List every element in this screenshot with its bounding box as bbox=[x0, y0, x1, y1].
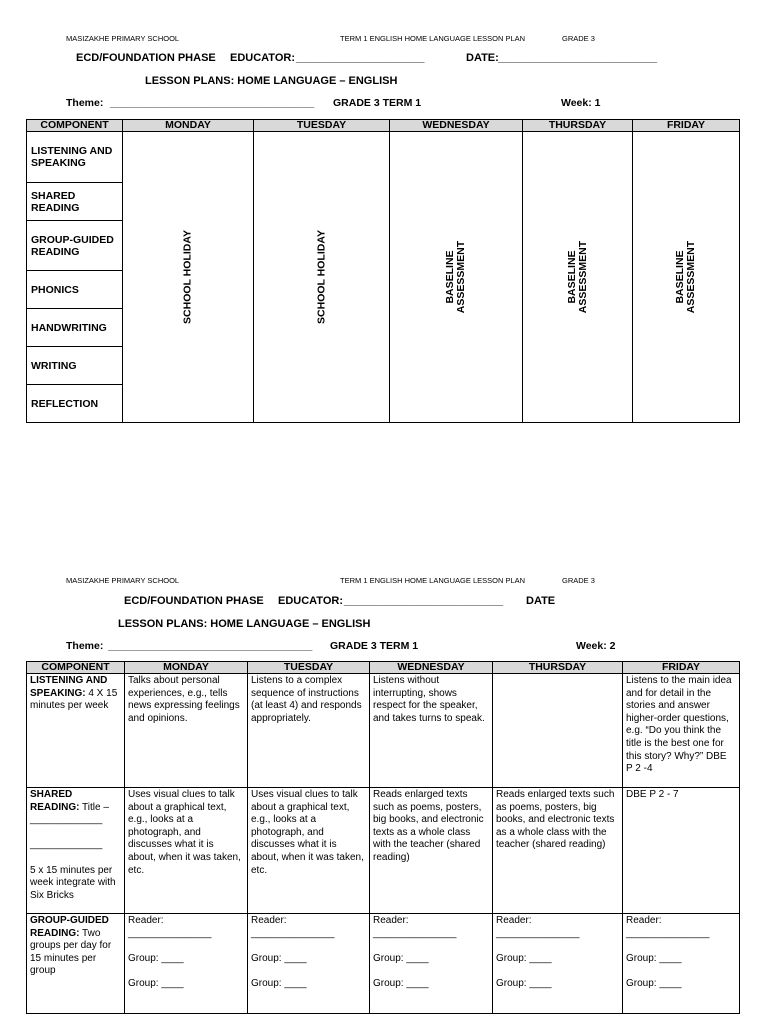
component-group-guided-2: GROUP-GUIDED READING: Two groups per day for 15 minutes per group bbox=[27, 914, 125, 1014]
header-friday-2: FRIDAY bbox=[623, 662, 740, 674]
tuesday-text: SCHOOL HOLIDAY bbox=[315, 230, 327, 324]
reader-field[interactable]: _______________ bbox=[128, 927, 212, 939]
header-tuesday-2: TUESDAY bbox=[248, 662, 370, 674]
thursday-text: BASELINE ASSESSMENT bbox=[565, 240, 589, 314]
lesson-table-week2 bbox=[26, 661, 740, 1014]
header-component: COMPONENT bbox=[27, 120, 123, 132]
wednesday-text: BASELINE ASSESSMENT bbox=[444, 240, 467, 314]
grade-term-2: GRADE 3 TERM 1 bbox=[330, 640, 419, 652]
ls-wednesday: Listens without interrupting, shows respect for the speaker, and takes turns to speak. bbox=[370, 674, 493, 788]
group-field[interactable]: Group: ____ bbox=[626, 953, 682, 965]
date-label-2: DATE bbox=[526, 595, 556, 607]
header-friday: FRIDAY bbox=[633, 120, 740, 132]
component-handwriting: HANDWRITING bbox=[27, 309, 123, 347]
component-phonics: PHONICS bbox=[27, 271, 123, 309]
educator-label: EDUCATOR: bbox=[230, 52, 295, 64]
component-reflection: REFLECTION bbox=[27, 385, 123, 423]
header-thursday-2: THURSDAY bbox=[493, 662, 623, 674]
sr-tuesday: Uses visual clues to talk about a graphical text, e.g., looks at a photograph, and discusses what it is about, when it was taken, etc. bbox=[248, 788, 370, 914]
monday-cell bbox=[123, 132, 254, 423]
educator-field-2[interactable]: __________________________ bbox=[344, 595, 504, 607]
sr-thursday: Reads enlarged texts such as poems, posters, big books, and electronic texts as a whole class with the teacher (shared reading) bbox=[493, 788, 623, 914]
group-field[interactable]: Group: ____ bbox=[251, 977, 307, 989]
group-field[interactable]: Group: ____ bbox=[373, 977, 429, 989]
reader-field[interactable]: _______________ bbox=[496, 927, 580, 939]
ggr-wednesday: Reader: _______________ Group: ____ Group: ____ bbox=[370, 914, 493, 1014]
component-listening: LISTENING AND SPEAKING bbox=[27, 132, 123, 183]
date-field[interactable]: __________________________ bbox=[498, 52, 658, 64]
thursday-cell bbox=[523, 132, 633, 423]
header-monday-2: MONDAY bbox=[125, 662, 248, 674]
plan-title: TERM 1 ENGLISH HOME LANGUAGE LESSON PLAN bbox=[340, 34, 526, 43]
ggr-monday: Reader: _______________ Group: ____ Group: ____ bbox=[125, 914, 248, 1014]
week-label: Week: 1 bbox=[561, 97, 601, 109]
group-field[interactable]: Group: ____ bbox=[496, 977, 552, 989]
ls-friday: Listens to the main idea and for detail in the stories and answer higher-order questions, e.g. “Do you think the title is the best one for this story? Why?” DBE P 2 -4 bbox=[623, 674, 740, 788]
friday-cell bbox=[633, 132, 740, 423]
wednesday-cell bbox=[390, 132, 523, 423]
week-label-2: Week: 2 bbox=[576, 640, 616, 652]
theme-field-2[interactable]: ___________________________________ bbox=[108, 640, 313, 652]
school-name-2: MASIZAKHE PRIMARY SCHOOL bbox=[66, 576, 180, 585]
component-listening-2: LISTENING AND SPEAKING: 4 X 15 minutes per week bbox=[27, 674, 125, 788]
theme-label-2: Theme: bbox=[66, 640, 104, 652]
ggr-friday: Reader: _______________ Group: ____ Group: ____ bbox=[623, 914, 740, 1014]
table-row bbox=[27, 674, 740, 788]
sr-friday: DBE P 2 - 7 bbox=[623, 788, 740, 914]
monday-text: SCHOOL HOLIDAY bbox=[181, 230, 194, 324]
group-field[interactable]: Group: ____ bbox=[128, 953, 184, 965]
table-row bbox=[27, 914, 740, 1014]
component-group-guided: GROUP-GUIDED READING bbox=[27, 221, 123, 271]
reader-field[interactable]: _______________ bbox=[373, 927, 457, 939]
theme-label: Theme: bbox=[66, 97, 104, 109]
friday-text: BASELINE ASSESSMENT bbox=[674, 240, 697, 314]
ls-thursday bbox=[493, 674, 623, 788]
date-label: DATE: bbox=[466, 52, 499, 64]
header-component-2: COMPONENT bbox=[27, 662, 125, 674]
educator-label-2: EDUCATOR: bbox=[278, 595, 343, 607]
theme-field[interactable]: ___________________________________ bbox=[110, 97, 315, 109]
sr-monday: Uses visual clues to talk about a graphical text, e.g., looks at a photograph, and discusses what it is about, when it was taken, etc. bbox=[125, 788, 248, 914]
ggr-tuesday: Reader: _______________ Group: ____ Group: ____ bbox=[248, 914, 370, 1014]
plan-title-2: TERM 1 ENGLISH HOME LANGUAGE LESSON PLAN bbox=[340, 576, 526, 585]
header-wednesday: WEDNESDAY bbox=[390, 120, 523, 132]
group-field[interactable]: Group: ____ bbox=[373, 953, 429, 965]
school-name: MASIZAKHE PRIMARY SCHOOL bbox=[66, 34, 180, 43]
educator-field[interactable]: _____________________ bbox=[296, 52, 425, 64]
tuesday-cell bbox=[254, 132, 390, 423]
lesson-table-week1 bbox=[26, 119, 740, 423]
ls-monday: Talks about personal experiences, e.g., tells news expressing feelings and opinions. bbox=[125, 674, 248, 788]
component-writing: WRITING bbox=[27, 347, 123, 385]
grade-term: GRADE 3 TERM 1 bbox=[333, 97, 422, 109]
component-shared-reading-2: SHARED READING: Title – _____________ _____________ 5 x 15 minutes per week integrate with Six Bricks bbox=[27, 788, 125, 914]
reader-field[interactable]: _______________ bbox=[626, 927, 710, 939]
reader-field[interactable]: _______________ bbox=[251, 927, 335, 939]
phase-label: ECD/FOUNDATION PHASE bbox=[76, 52, 216, 64]
group-field[interactable]: Group: ____ bbox=[626, 977, 682, 989]
group-field[interactable]: Group: ____ bbox=[128, 977, 184, 989]
header-wednesday-2: WEDNESDAY bbox=[370, 662, 493, 674]
header-tuesday: TUESDAY bbox=[254, 120, 390, 132]
grade-small-2: GRADE 3 bbox=[562, 576, 595, 585]
header-thursday: THURSDAY bbox=[523, 120, 633, 132]
lesson-plans-title: LESSON PLANS: HOME LANGUAGE – ENGLISH bbox=[145, 75, 398, 87]
group-field[interactable]: Group: ____ bbox=[496, 953, 552, 965]
lesson-plans-title-2: LESSON PLANS: HOME LANGUAGE – ENGLISH bbox=[118, 618, 371, 630]
ggr-thursday: Reader: _______________ Group: ____ Group: ____ bbox=[493, 914, 623, 1014]
component-shared-reading: SHARED READING bbox=[27, 183, 123, 221]
group-field[interactable]: Group: ____ bbox=[251, 953, 307, 965]
header-monday: MONDAY bbox=[123, 120, 254, 132]
sr-wednesday: Reads enlarged texts such as poems, posters, big books, and electronic texts as a whole class with the teacher (shared reading) bbox=[370, 788, 493, 914]
phase-label-2: ECD/FOUNDATION PHASE bbox=[124, 595, 264, 607]
table-row bbox=[27, 788, 740, 914]
ls-tuesday: Listens to a complex sequence of instructions (at least 4) and responds appropriately. bbox=[248, 674, 370, 788]
grade-small: GRADE 3 bbox=[562, 34, 595, 43]
